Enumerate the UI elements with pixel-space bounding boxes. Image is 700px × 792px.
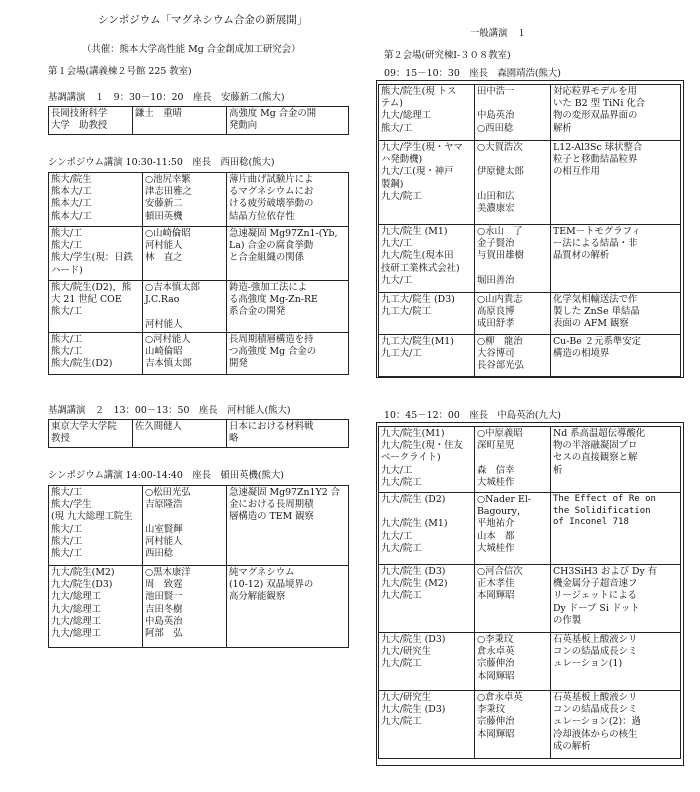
- authors-cell: ○李秉玟 倉永卓英 宗藤伸治 本岡輝昭: [475, 633, 551, 691]
- authors-cell: ○吉本慎太郎 J.C.Rao 河村能人: [143, 281, 227, 333]
- affiliation-cell: 熊大/院生(D2)，熊 大 21 世紀 COE 熊大/工: [49, 281, 143, 333]
- authors-cell: ○柳 龍治 大谷博司 長谷部光弘: [475, 335, 551, 377]
- talk-title-cell: 急速凝固 Mg97Zn1Y2 合 金における長周期積 層構造の TEM 観察: [227, 486, 349, 566]
- authors-cell: 佐久間健人: [133, 420, 227, 448]
- authors-cell: ○山崎倫昭 河村能人 林 直之: [143, 227, 227, 281]
- authors-cell: ○Nader El- Bagoury， 平地祐介 山本 都 大城桂作: [475, 493, 551, 565]
- talk-title-cell: 石英基板上酸液シリ コンの結晶成長シミ ュレーション(1): [551, 633, 681, 691]
- talk-title-cell: 石英基板上酸液シリ コンの結晶成長シミ ュレーション(2)：過 冷却液体からの核生 成の解析: [551, 691, 681, 759]
- table-row: [379, 141, 681, 225]
- talk-title-cell: 高強度 Mg 合金の開 発動向: [227, 107, 349, 135]
- affiliation-cell: 九大/院生 (D3) 九大/院生 (M2) 九大/院工: [379, 565, 475, 633]
- general-session-2-heading: 10：45－12：00 座長 中島英治(九大): [384, 410, 561, 421]
- authors-cell: ○黒木康洋 周 致霆 池田賢一 吉田冬樹 中島英治 阿部 弘: [143, 566, 227, 648]
- keynote-2-heading: 基調講演 ２ 13：00－13：50 座長 河村能人(熊大): [48, 405, 291, 416]
- talk-title-cell: TEM－トモグラフィ ー法による結晶・非 晶質材の解析: [551, 225, 681, 293]
- table-row: [49, 227, 349, 281]
- talk-title-cell: 日本における材料戦 略: [227, 420, 349, 448]
- affiliation-cell: 熊大/院生 熊本大/工 熊本大/工 熊本大/工: [49, 173, 143, 227]
- symposium-2-heading: シンポジウム講演 14:00-14:40 座長 頓田英機(熊大): [48, 470, 284, 481]
- general-session-1-table: [378, 84, 681, 377]
- authors-cell: ○池尻幸繁 津志田雅之 安藤新二 頓田英機: [143, 173, 227, 227]
- table-row: [379, 565, 681, 633]
- talk-title-cell: 長周期積層構造を持 つ高強度 Mg 合金の 開発: [227, 333, 349, 375]
- talk-title-cell: L12-Al3Sc 球状整合 粒子と移動結晶粒界 の相互作用: [551, 141, 681, 225]
- talk-title-cell: Nd 系高温超伝導酸化 物の半溶融凝固プロ セスの直接観察と解 析: [551, 427, 681, 493]
- talk-title-cell: 薄片曲げ試験片によ るマグネシウムにお ける疲労破壊挙動の 結晶方位依存性: [227, 173, 349, 227]
- table-row: [49, 566, 349, 648]
- table-row: [379, 493, 681, 565]
- talk-title-cell: 化学気相輸送法で作 製した ZnSe 単結晶 表面の AFM 観察: [551, 293, 681, 335]
- talk-title-cell: Cu-Be ２元系準安定 構造の相境界: [551, 335, 681, 377]
- authors-cell: ○永山 了 金子賢治 与賀田雄樹 堀田善治: [475, 225, 551, 293]
- affiliation-cell: 九大/研究生 九大/院生 (D3) 九大/院工: [379, 691, 475, 759]
- symposium-1-table: [48, 172, 349, 375]
- symposium-1-heading: シンポジウム講演 10:30-11:50 座長 西田稔(熊大): [48, 157, 275, 168]
- table-row: [379, 427, 681, 493]
- table-row: [379, 335, 681, 377]
- authors-cell: 田中浩一 中島英治 ○西田稔: [475, 85, 551, 141]
- cosponsor-line: （共催：熊本大学高性能 Mg 合金創成加工研究会）: [82, 44, 301, 55]
- authors-cell: ○大賀浩次 伊原健太郎 山田和広 美濃康宏: [475, 141, 551, 225]
- talk-title-cell: 鋳造-強加工法によ る高強度 Mg-Zn-RE 系合金の開発: [227, 281, 349, 333]
- authors-cell: ○倉永卓英 李秉玟 宗藤伸治 本岡輝昭: [475, 691, 551, 759]
- keynote-1-table: [48, 106, 349, 135]
- affiliation-cell: 九工大/院生 (D3) 九工大/院工: [379, 293, 475, 335]
- venue-1: 第１会場(講義棟２号館 225 教室): [48, 66, 192, 77]
- keynote-1-heading: 基調講演 １ 9：30－10：20 座長 安藤新二(熊大): [48, 92, 285, 103]
- general-session-2-table: [378, 426, 681, 759]
- affiliation-cell: 熊大/院生(現 トス テム) 九大/総理工 熊大/工: [379, 85, 475, 141]
- table-row: [49, 420, 349, 448]
- affiliation-cell: 九大/院生(M1) 九大/院生(現・住友 ベークライト) 九大/工 九大/院工: [379, 427, 475, 493]
- general-session-1-heading: 09：15－10：30 座長 森園靖浩(熊大): [384, 68, 561, 79]
- authors-cell: ○山内貴志 高原良博 成田舒孝: [475, 293, 551, 335]
- affiliation-cell: 九大/院生(M2) 九大/院生(D3) 九大/総理工 九大/総理工 九大/総理工 九大/総理工: [49, 566, 143, 648]
- general-session-title: 一般講演 １: [470, 28, 527, 39]
- table-row: [49, 333, 349, 375]
- affiliation-cell: 熊大/工 熊大/学生 (現 九大総理工院生 熊大/工 熊大/工 熊大/工: [49, 486, 143, 566]
- affiliation-cell: 長岡技術科学 大学 助教授: [49, 107, 133, 135]
- authors-cell: ○河合信次 正木孝佳 本岡輝昭: [475, 565, 551, 633]
- table-row: [379, 691, 681, 759]
- affiliation-cell: 九工大/院生(M1) 九工大/工: [379, 335, 475, 377]
- affiliation-cell: 九大/院生 (D2) 九大/院生 (M1) 九大/工 九大/院工: [379, 493, 475, 565]
- affiliation-cell: 熊大/工 熊大/工 熊大/学生(現：日鉄 ハード): [49, 227, 143, 281]
- table-row: [379, 293, 681, 335]
- table-row: [49, 281, 349, 333]
- table-row: [379, 85, 681, 141]
- table-row: [379, 633, 681, 691]
- authors-cell: ○松田光弘 吉原隆浩 山室賢輝 河村能人 西田稔: [143, 486, 227, 566]
- talk-title-cell: The Effect of Re on the Solidification of Inconel 718: [551, 493, 681, 565]
- talk-title-cell: 急速凝固 Mg97Zn1-(Yb, La) 合金の腐食挙動 と合金組織の関係: [227, 227, 349, 281]
- affiliation-cell: 九大/学生(現・ヤマ ハ発動機) 九大/工(現・神戸 製鋼) 九大/院工: [379, 141, 475, 225]
- symposium-2-table: [48, 485, 349, 648]
- table-row: [379, 225, 681, 293]
- affiliation-cell: 九大/院生 (M1) 九大/工 九大/院生(現本田 技研工業株式会社) 九大/工: [379, 225, 475, 293]
- authors-cell: ○中原義昭 深町星児 森 信幸 大城桂作: [475, 427, 551, 493]
- venue-2: 第２会場(研究棟Ⅰ-３０８教室): [384, 50, 511, 61]
- affiliation-cell: 東京大学大学院 教授: [49, 420, 133, 448]
- keynote-2-table: [48, 419, 349, 448]
- talk-title-cell: 純マグネシウム (10-12) 双晶境界の 高分解能観察: [227, 566, 349, 648]
- table-row: [49, 486, 349, 566]
- page-title: シンポジウム「マグネシウム合金の新展開」: [98, 14, 308, 26]
- authors-cell: ○河村能人 山崎倫昭 吉本慎太郎: [143, 333, 227, 375]
- table-row: [49, 107, 349, 135]
- talk-title-cell: CH3SiH3 および Dy 有 機金属分子超音速フ リージェットによる Dy ドープ Si ドット の作製: [551, 565, 681, 633]
- talk-title-cell: 対応粒界モデルを用 いた B2 型 TiNi 化合 物の変形双晶界面の 解析: [551, 85, 681, 141]
- table-row: [49, 173, 349, 227]
- affiliation-cell: 熊大/工 熊大/工 熊大/院生(D2): [49, 333, 143, 375]
- affiliation-cell: 九大/院生 (D3) 九大/研究生 九大/院工: [379, 633, 475, 691]
- authors-cell: 鎌土 重晴: [133, 107, 227, 135]
